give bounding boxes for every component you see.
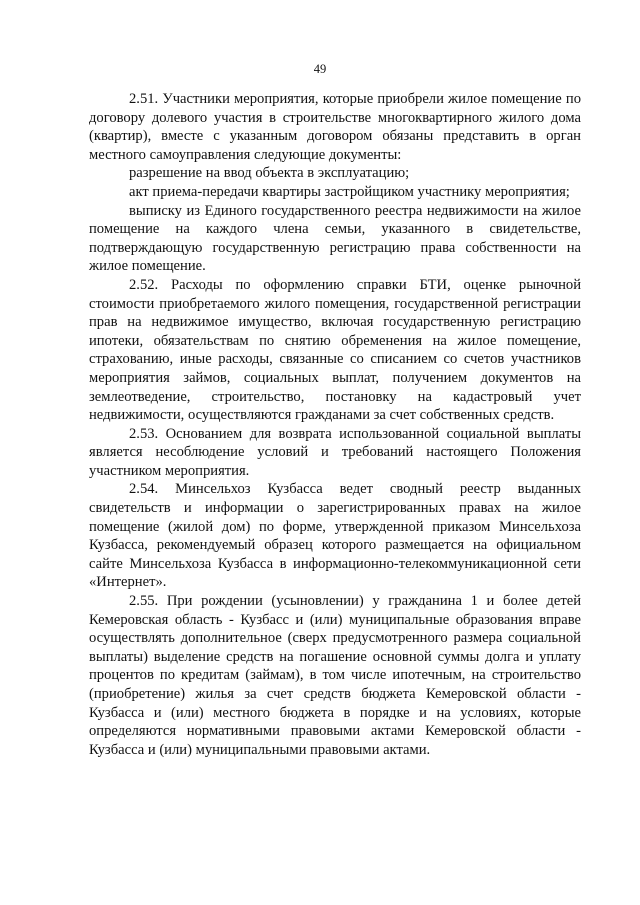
list-item-registry-extract: выписку из Единого государственного реестра недвижимости на жилое помещение на каждого члена семьи, указанного в свидетельстве, подтверждающую государственную регистрацию права собственности на жилое помещение. [89,202,581,275]
paragraph-2-51: 2.51. Участники мероприятия, которые приобрели жилое помещение по договору долевого участия в строительстве многоквартирного жилого дома (квартир), вместе с указанным договором обязаны представить в орган местного самоуправления следующие документы: [89,91,581,163]
paragraph-2-55: 2.55. При рождении (усыновлении) у гражданина 1 и более детей Кемеровская область - Кузбасс и (или) муниципальные образования вправе осуществлять дополнительное (сверх предусмотренного размера социальной выплаты) выделение средств на погашение основной суммы долга и уплату процентов по кредитам (займам), в том числе ипотечным, на строительство (приобретение) жилья за счет средств бюджета Кемеровской области - Кузбасса и (или) местного бюджета в порядке и на условиях, которые определяются нормативными правовыми актами Кемеровской области - Кузбасса и (или) муниципальными правовыми актами. [89,593,581,758]
list-item-transfer-act: акт приема-передачи квартиры застройщиком участнику мероприятия; [129,183,570,200]
page-number: 49 [313,62,327,76]
paragraph-2-53: 2.53. Основанием для возврата использованной социальной выплаты является несоблюдение условий и требований настоящего Положения участником мероприятия. [89,425,581,479]
list-item-permit: разрешение на ввод объекта в эксплуатацию; [129,165,410,182]
paragraph-2-54: 2.54. Минсельхоз Кузбасса ведет сводный реестр выданных свидетельств и информации о зарегистрированных правах на жилое помещение (жилой дом) по форме, утвержденной приказом Минсельхоза Кузбасса, рекомендуемый образец которого размещается на официальном сайте Минсельхоза Кузбасса в информационно-телекоммуникационной сети «Интернет». [89,481,581,591]
paragraph-2-52: 2.52. Расходы по оформлению справки БТИ, оценке рыночной стоимости приобретаемого жилого помещения, государственной регистрации прав на недвижимое имущество, включая государственную регистрацию ипотеки, обязательствам по снятию обременения на жилое помещение, страхованию, иные расходы, связанные со списанием со счетов участников мероприятия займов, социальных выплат, получением документов на землеотведение, строительство, постановку на кадастровый учет недвижимости, осуществляются гражданами за счет собственных средств. [89,276,581,424]
document-body [89,90,581,759]
